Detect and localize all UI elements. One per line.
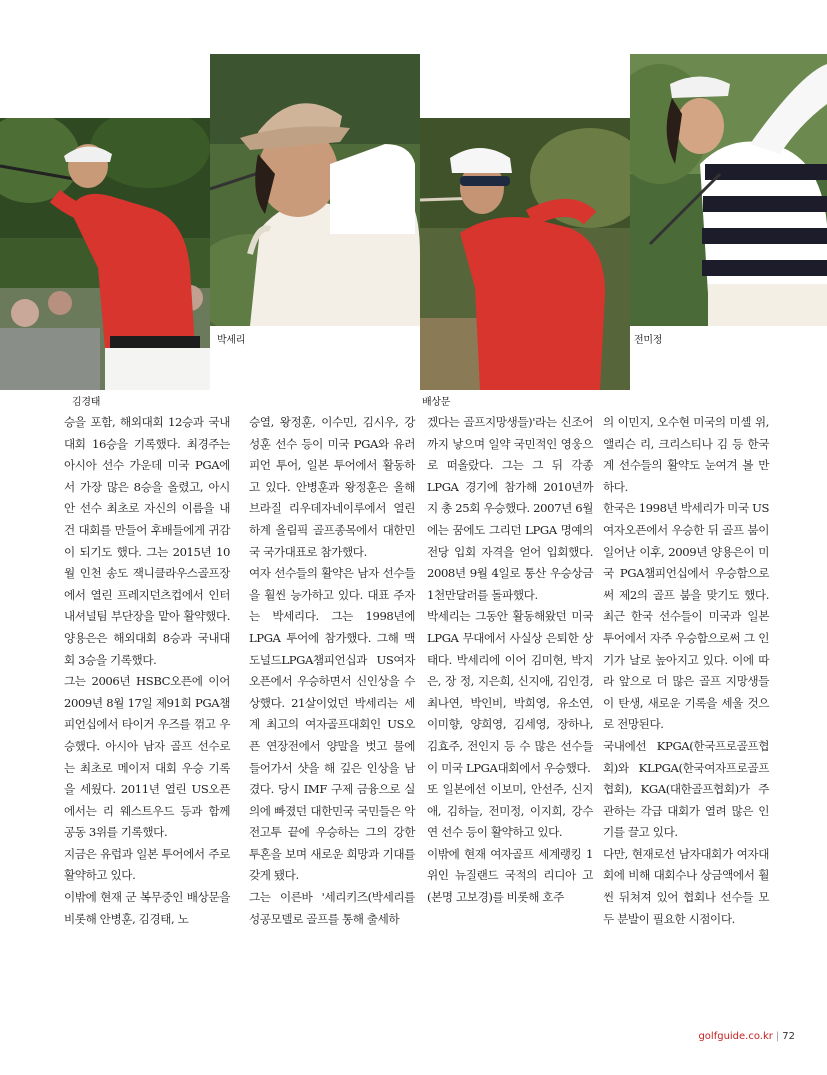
- paragraph: 여자 선수들의 활약은 남자 선수들을 훨씬 능가하고 있다. 대표 주자는 박세리다. 그는 1998년에 LPGA 투어에 참가했다. 그해 맥도널드LPGA챔피언십과 US여자오픈에서 우승하면서 신인상을 수상했다. 21살이었던 박세리는 세계 최고의 여자골프대회인 US오픈 연장전에서 양말을 벗고 물에 들어가서 샷을 해 깊은 인상을 남겼다. 당시 IMF 구제 금융으로 실의에 빠졌던 대한민국 국민들은 악전고투 끝에 우승하는 그의 강한 투혼을 보며 새로운 희망과 기대를 갖게 됐다.: [249, 566, 415, 883]
- caption-jeon-mi-jeong: 전미정: [634, 335, 663, 346]
- text-column-2: [249, 412, 415, 930]
- paragraph: 또 일본에선 이보미, 안선주, 신지애, 김하늘, 전미정, 이지희, 강수연 선수 등이 활약하고 있다.: [427, 782, 593, 840]
- paragraph: 승을 포함, 해외대회 12승과 국내대회 16승을 기록했다. 최경주는 아시아 선수 가운데 미국 PGA에서 가장 많은 8승을 올렸고, 아시안 선수 최초로 자신의 이름을 내건 대회를 만들어 후배들에게 귀감이 되기도 했다. 그는 2015년 10월 인천 송도 잭니클라우스골프장에서 열린 프레지던츠컵에서 인터내셔널팀 부단장을 맡아 활약했다. 양용은은 해외대회 8승과 국내대회 3승을 기록했다.: [64, 415, 230, 667]
- paragraph: 국내에선 KPGA(한국프로골프협회)와 KLPGA(한국여자프로골프협회), KGA(대한골프협회)가 주관하는 각급 대회가 열려 많은 인기를 끌고 있다.: [603, 738, 769, 840]
- text-column-4: [603, 412, 769, 930]
- text-column-3: [427, 412, 593, 909]
- text-column-1: [64, 412, 230, 930]
- caption-pak-se-ri: 박세리: [217, 335, 246, 346]
- paragraph: 승열, 왕정훈, 이수민, 김시우, 강성훈 선수 등이 미국 PGA와 유러피언 투어, 일본 투어에서 활동하고 있다. 안병훈과 왕정훈은 올해 브라질 리우데자네이루에서 열린 하계 올림픽 골프종목에서 대한민국 국가대표로 참가했다.: [249, 415, 415, 559]
- paragraph: 한국은 1998년 박세리가 미국 US여자오픈에서 우승한 뒤 골프 붐이 일어난 이후, 2009년 양용은이 미국 PGA챔피언십에서 우승함으로써 제2의 골프 붐을 맞기도 했다. 최근 한국 선수들이 미국과 일본 투어에서 자주 우승함으로써 그 인기가 날로 높아지고 있다. 이에 따라 앞으로 더 많은 골프 지망생들이 탄생, 새로운 기록을 세울 것으로 전망된다.: [603, 501, 769, 732]
- photo-bae-sang-moon: [420, 118, 630, 390]
- footer-separator: |: [775, 1031, 780, 1042]
- page-number: 72: [782, 1031, 795, 1042]
- paragraph: 의 이민지, 오수현 미국의 미셸 위, 앨리슨 리, 크리스티나 김 등 한국계 선수들의 활약도 눈여겨 볼 만하다.: [603, 415, 769, 494]
- paragraph: 겠다는 골프지망생들)'라는 신조어까지 낳으며 일약 국민적인 영웅으로 떠올랐다. 그는 그 뒤 각종 LPGA 경기에 참가해 2010년까지 총 25회 우승했다. 2007년 6월에는 꿈에도 그리던 LPGA 명예의 전당 입회 자격을 얻어 입회했다. 2008년 9월 4일로 통산 우승상금 1천만달러를 돌파했다.: [427, 415, 593, 602]
- caption-kim-kyung-tae: 김경태: [72, 397, 101, 408]
- photo-jeon-mi-jeong: [630, 54, 827, 326]
- photo-pak-se-ri: [210, 54, 420, 326]
- paragraph: 다만, 현재로선 남자대회가 여자대회에 비해 대회수나 상금액에서 훨씬 뒤쳐져 있어 협회나 선수들 모두 분발이 필요한 시점이다.: [603, 846, 769, 926]
- site-url: golfguide.co.kr: [698, 1031, 773, 1042]
- paragraph: 지금은 유럽과 일본 투어에서 주로 활약하고 있다.: [64, 846, 230, 883]
- page-footer: [698, 1031, 795, 1042]
- paragraph: 이밖에 현재 여자골프 세계랭킹 1위인 뉴질랜드 국적의 리디아 고(본명 고보경)를 비롯해 호주: [427, 846, 593, 905]
- caption-bae-sang-moon: 배상문: [422, 397, 451, 408]
- photo-kim-kyung-tae: [0, 118, 210, 390]
- paragraph: 이밖에 현재 군 복무중인 배상문을 비롯해 안병훈, 김경태, 노: [64, 890, 230, 926]
- paragraph: 박세리는 그동안 활동해왔던 미국 LPGA 무대에서 사실상 은퇴한 상태다. 박세리에 이어 김미현, 박지은, 장 정, 지은희, 신지애, 김인경, 최나연, 박인비, 박희영, 유소연, 이미향, 양희영, 김세영, 장하나, 김효주, 전인지 등 수 많은 선수들이 미국 LPGA대회에서 우승했다.: [427, 609, 593, 775]
- paragraph: 그는 2006년 HSBC오픈에 이어 2009년 8월 17일 제91회 PGA챔피언십에서 타이거 우즈를 꺾고 우승했다. 아시아 남자 골프 선수로는 최초로 메이저 대회 우승 기록을 세웠다. 2011년 열린 US오픈에서는 리 웨스트우드 등과 함께 공동 3위를 기록했다.: [64, 674, 230, 840]
- paragraph: 그는 이른바 '세리키즈(박세리를 성공모델로 골프를 통해 출세하: [249, 890, 415, 926]
